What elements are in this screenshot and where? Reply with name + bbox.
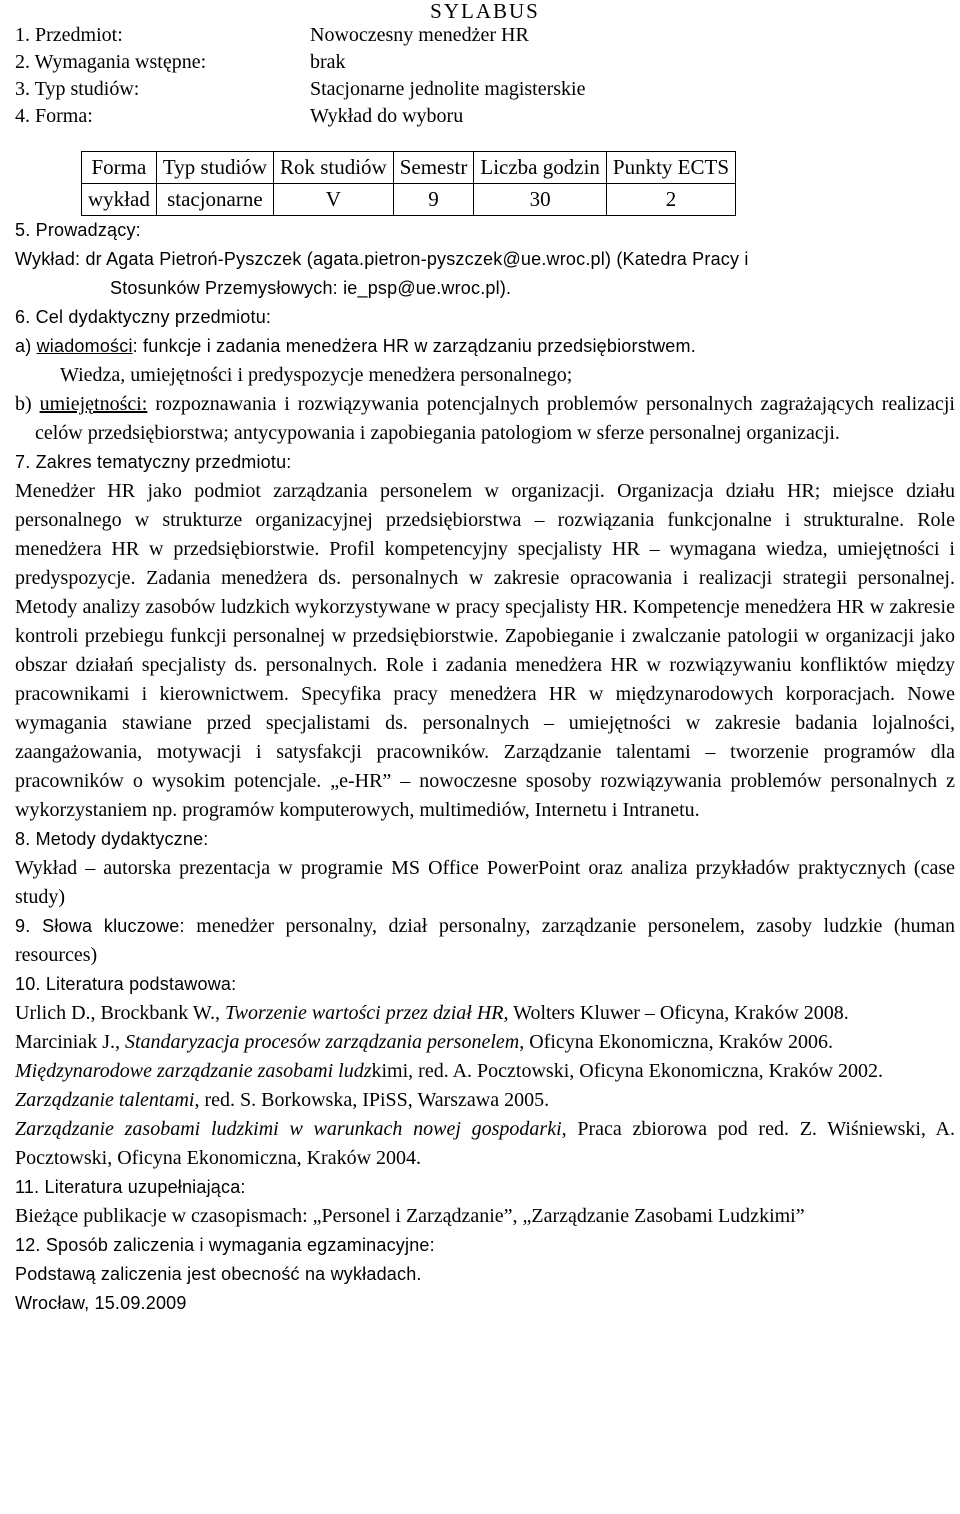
lit-author: Urlich D., Brockbank W., xyxy=(15,1002,225,1024)
literature-item xyxy=(15,999,955,1028)
section-goal-cont xyxy=(15,361,955,448)
table-cell: V xyxy=(273,184,393,216)
extra-literature-text: Bieżące publikacje w czasopismach: „Personel i Zarządzanie”, „Zarządzanie Zasobami Ludzkimi” xyxy=(15,1205,805,1227)
meta-row xyxy=(15,103,955,130)
literature-item xyxy=(15,1115,955,1173)
lit-title: Zarządzanie talentami xyxy=(15,1089,195,1111)
course-meta xyxy=(15,22,955,130)
section-heading: 9. Słowa kluczowe: xyxy=(15,916,185,936)
lit-author: Marciniak J., xyxy=(15,1031,125,1053)
section-heading: 5. Prowadzący: xyxy=(15,220,141,240)
instructor-line: Wykład: dr Agata Pietroń-Pyszczek (agata.pietron-pyszczek@ue.wroc.pl) (Katedra Pracy i xyxy=(15,249,749,269)
meta-key: 2. Wymagania wstępne: xyxy=(15,51,207,73)
lit-publisher: , Praca zbiorowa pod red. Z. Wiśniewski, A. Pocztowski, Oficyna Ekonomiczna, Kraków 2004. xyxy=(15,1118,955,1169)
section-heading: 7. Zakres tematyczny przedmiotu: xyxy=(15,452,292,472)
table-cell: 2 xyxy=(606,184,735,216)
goal-b-prefix: b) xyxy=(15,393,40,415)
section-heading: 10. Literatura podstawowa: xyxy=(15,974,237,994)
meta-key: 3. Typ studiów: xyxy=(15,78,140,100)
section-instructor xyxy=(15,216,955,303)
goal-a-label: wiadomości xyxy=(36,336,133,356)
lit-title: Międzynarodowe zarządzanie zasobami ludz xyxy=(15,1060,372,1082)
goal-a-text: : funkcje i zadania menedżera HR w zarządzaniu przedsiębiorstwem. xyxy=(132,336,696,356)
section-heading: 11. Literatura uzupełniająca: xyxy=(15,1177,246,1197)
place-date: Wrocław, 15.09.2009 xyxy=(15,1293,187,1313)
literature-item xyxy=(15,1057,955,1086)
table-header-cell: Semestr xyxy=(393,152,474,184)
table-header-cell: Punkty ECTS xyxy=(606,152,735,184)
table-cell: 30 xyxy=(474,184,607,216)
section-heading: 12. Sposób zaliczenia i wymagania egzaminacyjne: xyxy=(15,1235,435,1255)
goal-b-text: rozpoznawania i rozwiązywania potencjalnych problemów personalnych zagrażających realizacji celów przedsiębiorstwa; antycypowania i zapobiegania patologiom w sferze personalnej organizacji. xyxy=(35,393,955,444)
meta-value: Wykład do wyboru xyxy=(310,105,464,127)
course-table xyxy=(81,151,736,216)
keywords-text xyxy=(15,912,955,970)
table-cell: wykład xyxy=(82,184,157,216)
lit-publisher: , Oficyna Ekonomiczna, Kraków 2006. xyxy=(519,1031,834,1053)
lit-publisher: , red. S. Borkowska, IPiSS, Warszawa 2005. xyxy=(194,1089,550,1111)
table-header-row xyxy=(82,152,736,184)
lit-title: Standaryzacja procesów zarządzania personelem xyxy=(124,1031,520,1053)
meta-value: brak xyxy=(310,51,346,73)
meta-row xyxy=(15,76,955,103)
section-heading: 8. Metody dydaktyczne: xyxy=(15,829,209,849)
meta-row xyxy=(15,22,955,49)
literature-item xyxy=(15,1086,955,1115)
goal-b-label: umiejętności: xyxy=(39,393,148,415)
meta-key: 4. Forma: xyxy=(15,105,93,127)
section-goal xyxy=(15,303,955,361)
assessment-text: Podstawą zaliczenia jest obecność na wykładach. xyxy=(15,1264,422,1284)
syllabus-document xyxy=(15,0,955,1318)
goal-a-prefix: a) xyxy=(15,336,37,356)
meta-key: 1. Przedmiot: xyxy=(15,24,123,46)
table-row xyxy=(82,184,736,216)
section-methods xyxy=(15,825,955,912)
meta-value: Nowoczesny menedżer HR xyxy=(310,24,529,46)
goal-b xyxy=(15,390,955,448)
section-literature xyxy=(15,970,955,1173)
meta-row xyxy=(15,49,955,76)
lit-publisher: Wolters Kluwer – Oficyna, Kraków 2008. xyxy=(508,1002,849,1024)
table-header-cell: Typ studiów xyxy=(156,152,273,184)
section-keywords xyxy=(15,912,955,970)
section-heading: 6. Cel dydaktyczny przedmiotu: xyxy=(15,307,272,327)
methods-text: Wykład – autorska prezentacja w programie MS Office PowerPoint oraz analiza przykładów praktycznych (case study) xyxy=(15,857,955,908)
section-assessment xyxy=(15,1231,955,1318)
document-title: SYLABUS xyxy=(430,0,540,23)
keywords: menedżer personalny, dział personalny, zarządzanie personelem, zasoby ludzkie (human resources) xyxy=(15,915,956,966)
literature-item xyxy=(15,1028,955,1057)
lit-title: Zarządzanie zasobami ludzkimi w warunkach nowej gospodarki xyxy=(15,1118,562,1140)
instructor-line: Stosunków Przemysłowych: ie_psp@ue.wroc.pl). xyxy=(110,278,512,298)
meta-value: Stacjonarne jednolite magisterskie xyxy=(310,78,586,100)
section-topics xyxy=(15,448,955,825)
topics-text: Menedżer HR jako podmiot zarządzania personelem w organizacji. Organizacja działu HR; miejsce działu personalnego w strukturze organizacyjnej przedsiębiorstwa – rozwiązania funkcjonalne i strukturalne. Role menedżera HR w przedsiębiorstwie. Profil kompetencyjny specjalisty HR – wymagana wiedza, umiejętności i predyspozycje. Zadania menedżera ds. personalnych w zakresie opracowania i realizacji strategii personalnej. Metody analizy zasobów ludzkich wykorzystywane w pracy specjalisty HR. Kompetencje menedżera HR w zakresie kontroli przebiegu funkcji personalnej w przedsiębiorstwie. Zapobieganie i zwalczanie patologii w organizacji jako obszar działań specjalisty ds. personalnych. Role i zadania menedżera HR w rozwiązywaniu konfliktów między pracownikami i kierownictwem. Specyfika pracy menedżera HR w międzynarodowych korporacjach. Nowe wymagania stawiane przed specjalistami ds. personalnych – umiejętności w zakresie badania lojalności, zaangażowania, motywacji i satysfakcji pracowników. Zarządzanie talentami – tworzenie programów dla pracowników o wysokim potencjale. „e-HR” – nowoczesne sposoby rozwiązywania problemów personalnych z wykorzystaniem np. programów komputerowych, multimediów, Internetu i Intranetu. xyxy=(15,480,955,821)
table-cell: 9 xyxy=(393,184,474,216)
goal-a xyxy=(15,332,955,361)
table-cell: stacjonarne xyxy=(156,184,273,216)
lit-publisher: kimi, red. A. Pocztowski, Oficyna Ekonomiczna, Kraków 2002. xyxy=(371,1060,884,1082)
table-header-cell: Rok studiów xyxy=(273,152,393,184)
table-header-cell: Liczba godzin xyxy=(474,152,607,184)
section-extra-literature xyxy=(15,1173,955,1231)
goal-a-text2: Wiedza, umiejętności i predyspozycje menedżera personalnego; xyxy=(60,364,573,386)
lit-title: Tworzenie wartości przez dział HR, xyxy=(224,1002,509,1024)
table-header-cell: Forma xyxy=(82,152,157,184)
